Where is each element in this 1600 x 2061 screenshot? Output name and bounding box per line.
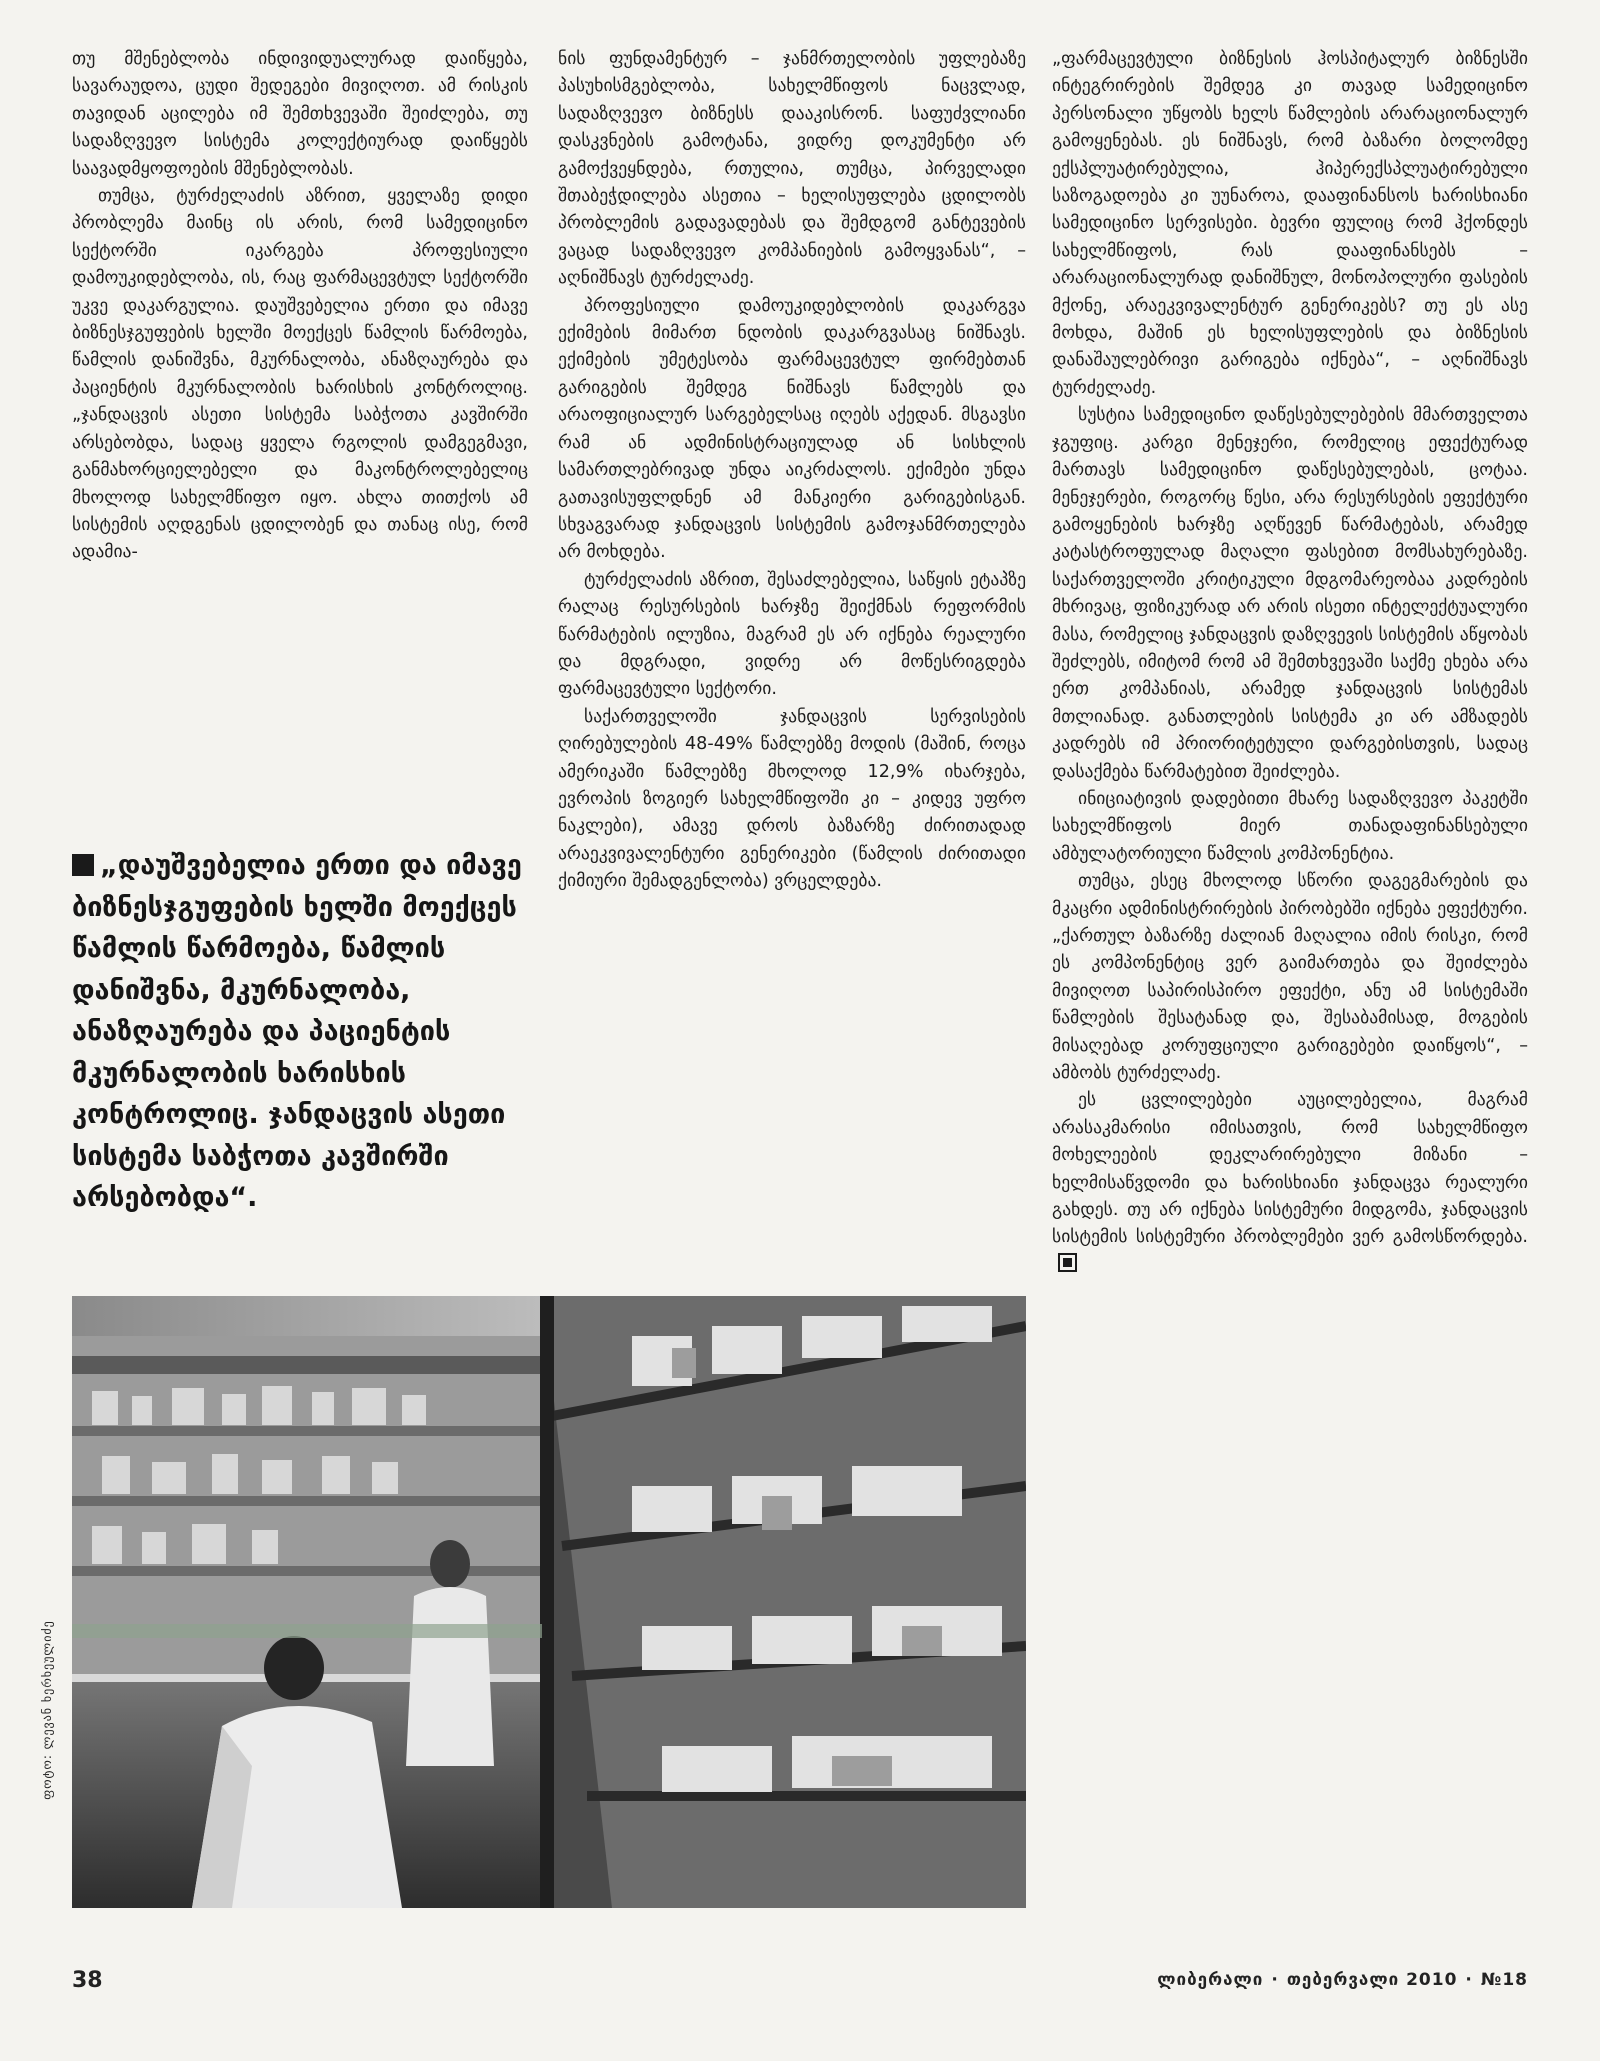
paragraph: ტურძელაძის აზრით, შესაძლებელია, საწყის ეტაპზე რალაც რესურსების ხარჯზე შეიქმნას რეფორმის წარმატების ილუზია, მაგრამ ეს არ იქნება რეალური და მდგრადი, ვიდრე არ მოწესრიგდება ფარმაცევტული სექტორი. <box>558 569 1026 700</box>
paragraph: თუმცა, ტურძელაძის აზრით, ყველაზე დიდი პრობლემა მაინც ის არის, რომ სამედიცინო სექტორში იკარგება პროფესიული დამოუკიდებლობა, ის, რაც ფარმაცევტულ სექტორში უკვე დაკარგულია. დაუშვებელია ერთი და იმავე ბიზნესჯგუფების ხელში მოექცეს წამლის წარმოება, წამლის დანიშვნა, მკურნალობა, ანაზღაურება და პაციენტის მკურნალობის ხარისხის კონტროლიც. „ჯანდაცვის ასეთი სისტემა საბჭოთა კავშირში არსებობდა, სადაც ყველა რგოლის დამგეგმავი, განმახორციელებელი და მაკონტროლებელიც მხოლოდ სახელმწიფო იყო. ახლა თითქოს ამ სისტემის აღდგენას ცდილობენ და თანაც ისე, რომ ადამია- <box>72 186 528 563</box>
end-of-article-icon <box>1058 1253 1077 1272</box>
article-column-right <box>1052 46 1528 1926</box>
footer-separator: · <box>1465 1970 1473 1990</box>
pull-quote-marker-icon <box>72 854 94 876</box>
paragraph: „ფარმაცევტული ბიზნესის ჰოსპიტალურ ბიზნესში ინტეგრირების შემდეგ კი თავად სამედიცინო პერსონალი უწყობს ხელს წამლების არარაციონალურ გამოყენებას. ეს ნიშნავს, რომ ბაზარი ბოლომდე ექსპლუატირებულია, ჰიპერექსპლუატირებული საზოგადოება კი უუნაროა, დააფინანსოს ხარისხიანი სამედიცინო სერვისები. ბევრი ფულიც რომ ჰქონდეს სახელმწიფოს, რას დააფინანსებს – არარაციონალურად დანიშნულ, მონოპოლური ფასების მქონე, არაეკვივალენტურ გენერიკებს? თუ ეს ასე მოხდა, მაშინ ეს ხელისუფლების და ბიზნესის დანაშაულებრივი გარიგება იქნება“, – აღნიშნავს ტურძელაძე. <box>1052 49 1528 398</box>
magazine-name: ლიბერალი <box>1157 1970 1264 1990</box>
paragraph: ნის ფუნდამენტურ – ჯანმრთელობის უფლებაზე პასუხისმგებლობა, სახელმწიფოს ნაცვლად, სადაზღვევო ბიზნესს დააკისრონ. საფუძვლიანი დასკვნების გამოტანა, ვიდრე დოკუმენტი არ გამოქვეყნდება, რთულია, თუმცა, პირველადი შთაბეჭდილება ასეთია – ხელისუფლება ცდილობს პრობლემის გადავადებას და შემდგომ განტევების ვაცად სადაზღვევო კომპანიების გამოყვანას“, – აღნიშნავს ტურძელაძე. <box>558 49 1026 289</box>
issue-number: №18 <box>1480 1970 1528 1990</box>
magazine-footer <box>1157 1970 1528 1990</box>
article-column-middle <box>558 46 1026 1296</box>
pharmacy-photo <box>72 1296 1026 1908</box>
paragraph: პროფესიული დამოუკიდებლობის დაკარგვა ექიმების მიმართ ნდობის დაკარგვასაც ნიშნავს. ექიმების უმეტესობა ფარმაცევტულ ფირმებთან გარიგების შემდეგ ნიშნავს წამლებს და არაოფიციალურ სარგებელსაც იღებს აქედან. მსგავსი რამ ან ადმინისტრაციულად ან სისხლის სამართლებრივად უნდა აიკრძალოს. ექიმები უნდა გათავისუფლდნენ ამ მანკიერი გარიგებისგან. სხვაგვარად ჯანდაცვის სისტემის გამოჯანმრთელება არ მოხდება. <box>558 295 1026 563</box>
issue-date: თებერვალი 2010 <box>1286 1970 1458 1990</box>
page-number: 38 <box>72 1968 103 1993</box>
paragraph: თუ მშენებლობა ინდივიდუალურად დაიწყება, სავარაუდოა, ცუდი შედეგები მივიღოთ. ამ რისკის თავიდან აცილება იმ შემთხვევაში შეიძლება, თუ სადაზღვევო სისტემა კოლექტიურად დაიწყებს საავადმყოფოების მშენებლობას. <box>72 49 528 179</box>
footer-separator: · <box>1271 1970 1279 1990</box>
paragraph <box>1052 1087 1528 1279</box>
photo-credit: ფოტო: ლევან ხერხეულიძე <box>40 1620 54 1800</box>
paragraph: საქართველოში ჯანდაცვის სერვისების ღირებულების 48-49% წამლებზე მოდის (მაშინ, როცა ამერიკაში წამლებზე მხოლოდ 12,9% იხარჯება, ევროპის ზოგიერ სახელმწიფოში კი – კიდევ უფრო ნაკლები), ამავე დროს ბაზარზე ძირითადად არაეკვივალენტური გენერიკები (წამლის ძირითადი ქიმიური შემადგენლობა) ვრცელდება. <box>558 706 1026 892</box>
pull-quote-text: „დაუშვებელია ერთი და იმავე ბიზნესჯგუფების ხელში მოექცეს წამლის წარმოება, წამლის დანიშვნა, მკურნალობა, ანაზღაურება და პაციენტის მკურნალობის ხარისხის კონტროლიც. ჯანდაცვის ასეთი სისტემა საბჭოთა კავშირში არსებობდა“. <box>72 850 522 1213</box>
paragraph: ინიციატივის დადებითი მხარე სადაზღვევო პაკეტში სახელმწიფოს მიერ თანადაფინანსებული ამბულატორიული წამლის კომპონენტია. <box>1052 788 1528 864</box>
paragraph: თუმცა, ესეც მხოლოდ სწორი დაგეგმარების და მკაცრი ადმინისტრირების პირობებში იქნება ეფექტური. „ქართულ ბაზარზე ძალიან მაღალია იმის რისკი, რომ ეს კომპონენტიც ვერ გაიმართება და შეიძლება მივიღოთ საპირისპირო ეფექტი, ანუ ამ სისტემაში წამლების შესატანად და, შესაბამისად, მოგების მისაღებად კორუფციული გარიგებები დაიწყოს“, – ამბობს ტურძელაძე. <box>1052 871 1528 1084</box>
paragraph-text: ეს ცვლილებები აუცილებელია, მაგრამ არასაკმარისი იმისათვის, რომ სახელმწიფო მოხელეების დეკლარირებული მიზანი – ხელმისაწვდომი და ხარისხიანი ჯანდაცვა რეალური გახდეს. თუ არ იქნება სისტემური მიდგომა, ჯანდაცვის სისტემის სისტემური პრობლემები ვერ გამოსწორდება. <box>1052 1090 1528 1248</box>
pull-quote <box>72 845 542 1219</box>
article-column-left <box>72 46 528 786</box>
paragraph: სუსტია სამედიცინო დაწესებულებების მმართველთა ჯგუფიც. კარგი მენეჯერი, რომელიც ეფექტურად მართავს სამედიცინო დაწესებულებას, ცოტაა. მენეჯერები, როგორც წესი, არა რესურსების ეფექტური გამოყენების ხარჯზე აღწევენ წარმატებას, არამედ კატასტროფულად მაღალი ფასებით მომსახურებაზე. საქართველოში კრიტიკული მდგომარეობაა კადრების მხრივაც, ფიზიკურად არ არის ისეთი ინტელექტუალური მასა, რომელიც ჯანდაცვის დაზღვევის სისტემის აწყობას შეძლებს, იმიტომ რომ ამ შემთხვევაში საქმე ეხება არა ერთ კომპანიას, არამედ ჯანდაცვის სისტემას მთლიანად. განათლების სისტემა კი არ ამზადებს კადრებს იმ პრიორიტეტული დარგებისთვის, სადაც დასაქმება წარმატებით შეიძლება. <box>1052 405 1528 782</box>
